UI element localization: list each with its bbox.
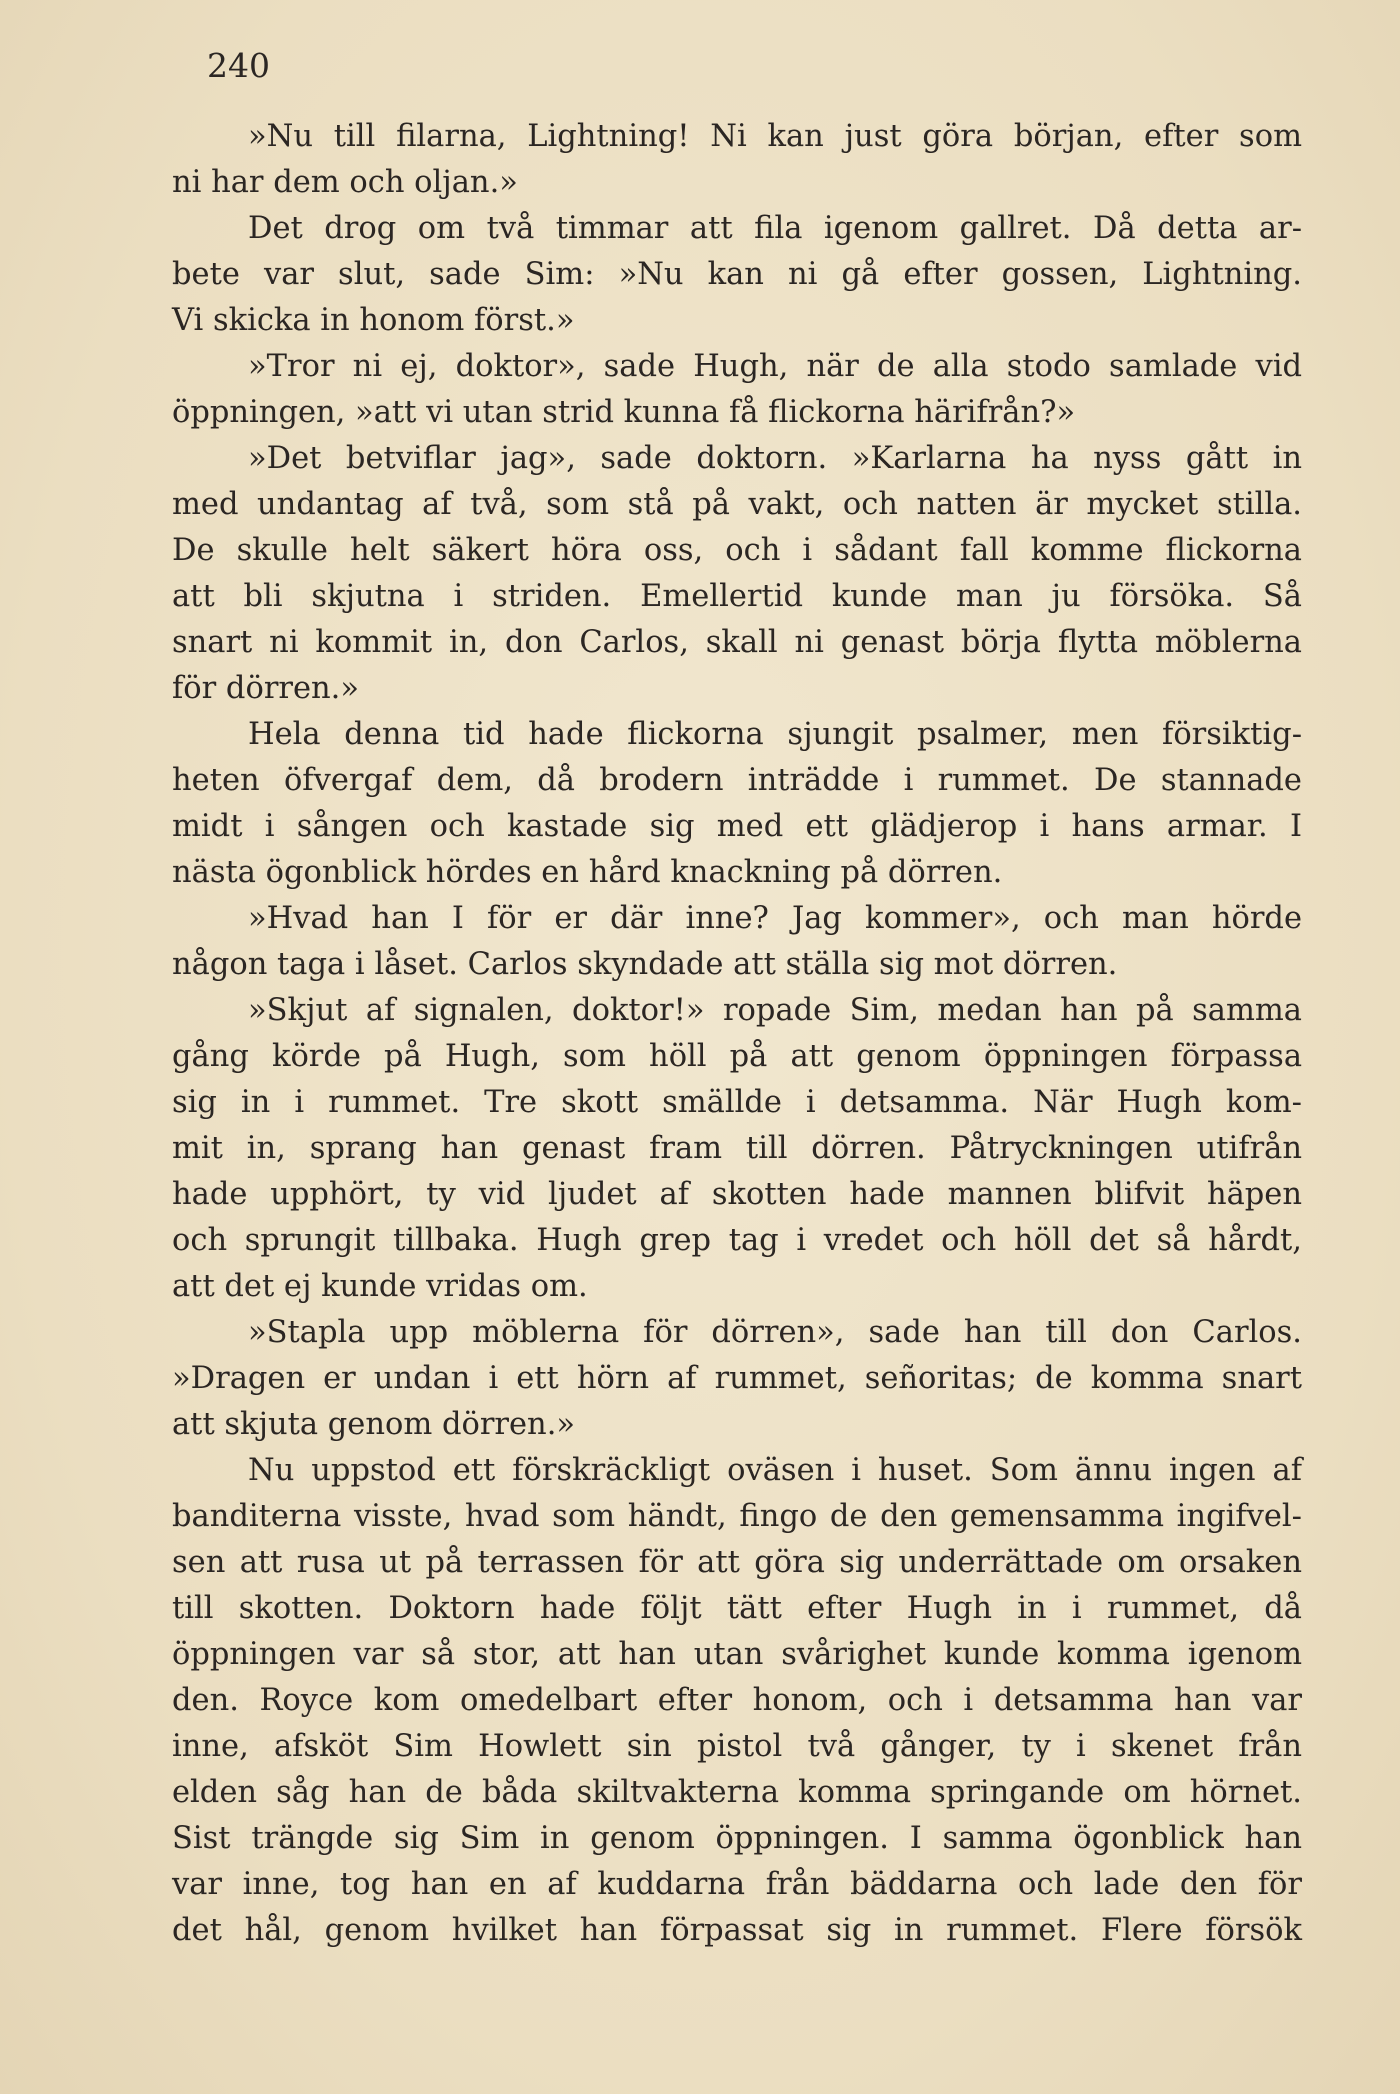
text-line: gång körde på Hugh, som höll på att genom öppningen förpassa (172, 1039, 1302, 1074)
text-line: nästa ögonblick hördes en hård knackning på dörren. (172, 855, 1003, 890)
text-line: var inne, tog han en af kuddarna från bäddarna och lade den för (172, 1867, 1302, 1902)
text-line: banditerna visste, hvad som händt, fingo de den gemensamma ingifvel- (172, 1499, 1302, 1534)
text-line: »Det betviflar jag», sade doktorn. »Karlarna ha nyss gått in (248, 441, 1302, 476)
text-line: »Skjut af signalen, doktor!» ropade Sim, medan han på samma (248, 993, 1302, 1028)
text-line: Det drog om två timmar att fila igenom gallret. Då detta ar- (248, 211, 1302, 246)
text-line: Sist trängde sig Sim in genom öppningen. I samma ögonblick han (172, 1821, 1302, 1856)
text-line: mit in, sprang han genast fram till dörren. Påtryckningen utifrån (172, 1131, 1302, 1166)
text-line: med undantag af två, som stå på vakt, och natten är mycket stilla. (172, 487, 1302, 522)
text-line: Vi skicka in honom först.» (172, 303, 575, 338)
text-line: den. Royce kom omedelbart efter honom, och i detsamma han var (172, 1683, 1302, 1718)
text-line: »Tror ni ej, doktor», sade Hugh, när de alla stodo samlade vid (248, 349, 1302, 384)
text-line: sen att rusa ut på terrassen för att göra sig underrättade om orsaken (172, 1545, 1302, 1580)
text-line: »Stapla upp möblerna för dörren», sade han till don Carlos. (248, 1315, 1302, 1350)
body-text (172, 114, 1302, 1954)
text-line: det hål, genom hvilket han förpassat sig in rummet. Flere försök (172, 1913, 1302, 1948)
text-line: »Nu till filarna, Lightning! Ni kan just göra början, efter som (248, 119, 1302, 154)
text-line: öppningen, »att vi utan strid kunna få flickorna härifrån?» (172, 395, 1076, 430)
text-line: »Hvad han I för er där inne? Jag kommer», och man hörde (248, 901, 1302, 936)
text-line: någon taga i låset. Carlos skyndade att ställa sig mot dörren. (172, 947, 1118, 982)
text-line: för dörren.» (172, 671, 360, 706)
text-line: och sprungit tillbaka. Hugh grep tag i vredet och höll det så hårdt, (172, 1223, 1302, 1258)
text-line: att bli skjutna i striden. Emellertid kunde man ju försöka. Så (172, 579, 1302, 614)
text-line: midt i sången och kastade sig med ett glädjerop i hans armar. I (172, 809, 1302, 844)
text-line: heten öfvergaf dem, då brodern inträdde i rummet. De stannade (172, 763, 1302, 798)
text-line: »Dragen er undan i ett hörn af rummet, señoritas; de komma snart (172, 1361, 1302, 1396)
text-line: elden såg han de båda skiltvakterna komma springande om hörnet. (172, 1775, 1302, 1810)
text-line: Hela denna tid hade flickorna sjungit psalmer, men försiktig- (248, 717, 1302, 752)
text-line: öppningen var så stor, att han utan svårighet kunde komma igenom (172, 1637, 1302, 1672)
text-line: Nu uppstod ett förskräckligt oväsen i huset. Som ännu ingen af (248, 1453, 1302, 1488)
page-number: 240 (207, 46, 270, 85)
text-line: snart ni kommit in, don Carlos, skall ni genast börja flytta möblerna (172, 625, 1302, 660)
text-line: De skulle helt säkert höra oss, och i sådant fall komme flickorna (172, 533, 1302, 568)
text-line: bete var slut, sade Sim: »Nu kan ni gå efter gossen, Lightning. (172, 257, 1302, 292)
text-line: till skotten. Doktorn hade följt tätt efter Hugh in i rummet, då (172, 1591, 1302, 1626)
text-line: sig in i rummet. Tre skott smällde i detsamma. När Hugh kom- (172, 1085, 1302, 1120)
text-line: att skjuta genom dörren.» (172, 1407, 576, 1442)
text-line: hade upphört, ty vid ljudet af skotten hade mannen blifvit häpen (172, 1177, 1302, 1212)
text-line: att det ej kunde vridas om. (172, 1269, 588, 1304)
text-line: ni har dem och oljan.» (172, 165, 518, 200)
text-line: inne, afsköt Sim Howlett sin pistol två gånger, ty i skenet från (172, 1729, 1302, 1764)
